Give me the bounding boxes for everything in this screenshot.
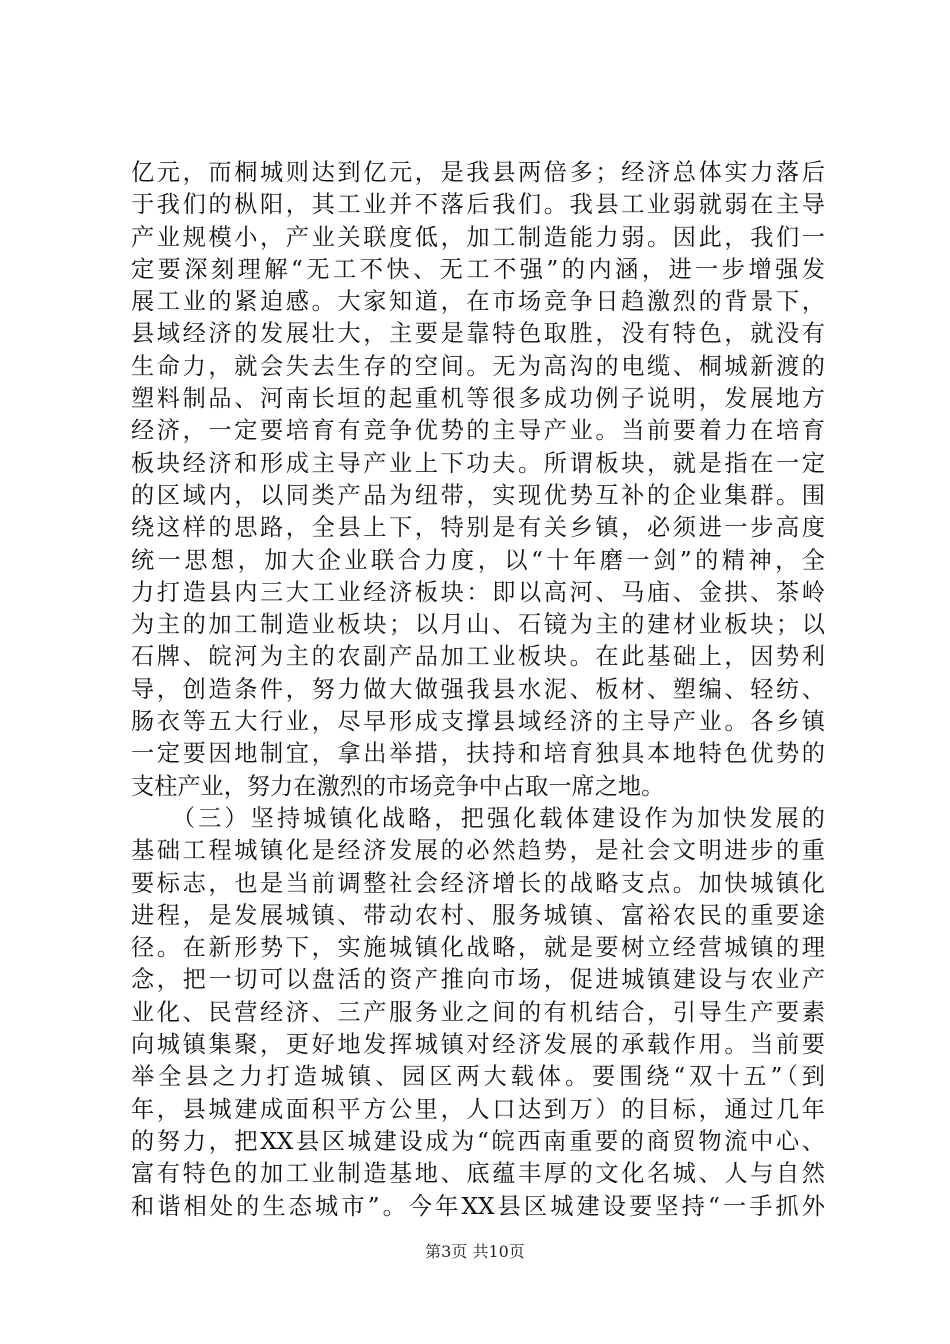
text-line: 为主的加工制造业板块；以月山、石镜为主的建材业板块；以 [131,611,825,639]
page-footer: 第3页 共10页 [425,1242,525,1261]
text-line: 亿元，而桐城则达到亿元，是我县两倍多；经济总体实力落后 [131,159,825,186]
text-line: 于我们的枞阳，其工业并不落后我们。我县工业弱就弱在主导 [131,191,825,219]
text-line: 板块经济和形成主导产业上下功夫。所谓板块，就是指在一定 [131,449,825,477]
text-line: 石牌、皖河为主的农副产品加工业板块。在此基础上，因势利 [131,643,825,671]
text-line: 年，县城建成面积平方公里，人口达到万）的目标，通过几年 [131,1095,825,1123]
text-line: 举全县之力打造城镇、园区两大载体。要围绕“双十五”（到 [131,1063,825,1091]
text-line: 念，把一切可以盘活的资产推向市场，促进城镇建设与农业产 [131,966,825,994]
text-line: 进程，是发展城镇、带动农村、服务城镇、富裕农民的重要途 [131,901,825,929]
text-line: 要标志，也是当前调整社会经济增长的战略支点。加快城镇化 [131,869,825,897]
text-line: 和谐相处的生态城市”。今年XX县区城建设要坚持“一手抓外 [131,1192,825,1220]
text-line: 的区域内，以同类产品为纽带，实现优势互补的企业集群。围 [131,481,825,509]
text-line: 产业规模小，产业关联度低，加工制造能力弱。因此，我们一 [131,223,825,251]
text-line: 肠衣等五大行业，尽早形成支撑县域经济的主导产业。各乡镇 [131,708,825,736]
text-line: 生命力，就会失去生存的空间。无为高沟的电缆、桐城新渡的 [131,352,825,380]
text-line: 业化、民营经济、三产服务业之间的有机结合，引导生产要素 [131,998,825,1026]
text-line: 一定要因地制宜，拿出举措，扶持和培育独具本地特色优势的 [131,740,825,768]
text-line: 支柱产业，努力在激烈的市场竞争中占取一席之地。 [131,772,665,800]
text-line: 定要深刻理解“无工不快、无工不强”的内涵，进一步增强发 [131,255,825,283]
body-text [131,157,825,1223]
text-line: 力打造县内三大工业经济板块：即以高河、马庙、金拱、茶岭 [131,578,825,606]
text-line: 导，创造条件，努力做大做强我县水泥、板材、塑编、轻纺、 [131,675,825,703]
text-line: 统一思想，加大企业联合力度，以“十年磨一剑”的精神，全 [131,546,825,574]
text-line: 基础工程城镇化是经济发展的必然趋势，是社会文明进步的重 [131,837,825,865]
text-line: 展工业的紧迫感。大家知道，在市场竞争日趋激烈的背景下， [131,288,825,316]
text-line: （三）坚持城镇化战略，把强化载体建设作为加快发展的 [131,804,825,832]
text-line: 的努力，把XX县区城建设成为“皖西南重要的商贸物流中心、 [131,1127,825,1155]
text-line: 富有特色的加工业制造基地、底蕴丰厚的文化名城、人与自然 [131,1160,825,1188]
text-line: 径。在新形势下，实施城镇化战略，就是要树立经营城镇的理 [131,934,825,962]
text-line: 绕这样的思路，全县上下，特别是有关乡镇，必须进一步高度 [131,514,825,542]
text-line: 县域经济的发展壮大，主要是靠特色取胜，没有特色，就没有 [131,320,825,348]
text-line: 经济，一定要培育有竞争优势的主导产业。当前要着力在培育 [131,417,825,445]
text-line: 塑料制品、河南长垣的起重机等很多成功例子说明，发展地方 [131,385,825,413]
text-line: 向城镇集聚，更好地发挥城镇对经济发展的承载作用。当前要 [131,1031,825,1059]
